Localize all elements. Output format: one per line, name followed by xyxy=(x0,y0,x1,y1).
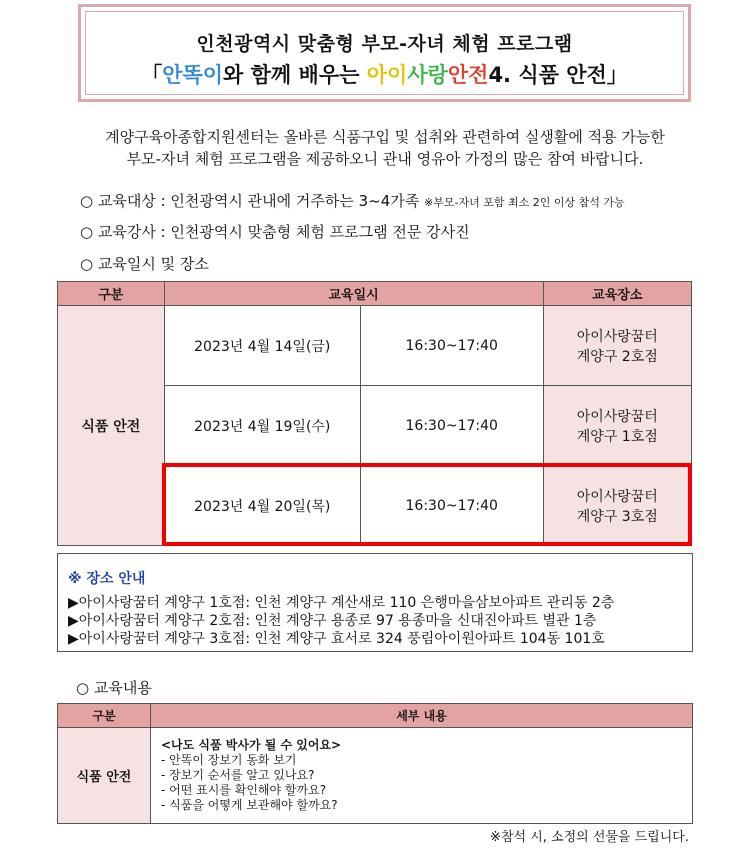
schedule-header-row xyxy=(58,282,692,306)
title-box xyxy=(78,4,691,102)
date-cell: 2023년 4월 14일(금) xyxy=(164,306,360,386)
content-table xyxy=(57,703,693,824)
time-cell: 16:30~17:40 xyxy=(360,306,543,386)
header-category: 구분 xyxy=(58,282,165,306)
bullet-instructor: ○ 교육강사 : 인천광역시 맞춤형 체험 프로그램 전문 강사진 xyxy=(80,223,470,241)
title-line-1: 인천광역시 맞춤형 부모-자녀 체험 프로그램 xyxy=(196,33,573,55)
place-branch: 계양구 1호점 xyxy=(576,428,658,445)
place-branch: 계양구 3호점 xyxy=(576,508,658,525)
title-with: 와 함께 배우는 xyxy=(223,63,367,87)
date-cell: 2023년 4월 19일(수) xyxy=(164,386,360,466)
intro-line-2: 부모-자녀 체험 프로그램을 제공하오니 관내 영유아 가정의 많은 참여 바랍니다. xyxy=(126,150,644,168)
highlight-box xyxy=(162,463,692,546)
content-header-detail: 세부 내용 xyxy=(151,704,693,728)
content-header-category: 구분 xyxy=(58,704,151,728)
place-cell xyxy=(543,386,691,466)
category-cell: 식품 안전 xyxy=(58,306,165,546)
bullet-content: ○ 교육내용 xyxy=(76,679,152,697)
place-cell xyxy=(543,306,691,386)
bullet-schedule: ○ 교육일시 및 장소 xyxy=(80,255,209,273)
content-category-cell: 식품 안전 xyxy=(58,728,151,824)
content-header-row xyxy=(58,704,693,728)
bullet-target-text: ○ 교육대상 : 인천광역시 관내에 거주하는 3~4가족 xyxy=(80,192,420,210)
table-row xyxy=(58,306,692,386)
date-cell: 2023년 4월 20일(목) xyxy=(164,466,360,546)
title-food-safety: 4. 식품 안전」 xyxy=(488,63,628,87)
header-datetime: 교육일시 xyxy=(164,282,543,306)
place-name: 아이사랑꿈터 xyxy=(576,408,658,425)
bullet-target-note: ※부모-자녀 포함 최소 2인 이상 참석 가능 xyxy=(424,196,625,209)
place-name: 아이사랑꿈터 xyxy=(576,488,658,505)
content-item: - 장보기 순서를 알고 있나요? xyxy=(161,768,315,782)
footnote: ※참석 시, 소정의 선물을 드립니다. xyxy=(490,830,689,845)
place-name: 아이사랑꿈터 xyxy=(576,328,658,345)
content-item: - 어떤 표시를 확인해야 할까요? xyxy=(161,783,327,797)
intro-line-1: 계양구육아종합지원센터는 올바른 식품구입 및 섭취와 관련하여 실생활에 적용 가능한 xyxy=(105,128,665,146)
content-detail-cell xyxy=(151,728,693,824)
content-item: - 안똑이 장보기 동화 보기 xyxy=(161,753,297,767)
title-bracket: 「 xyxy=(141,63,163,87)
title-sarang: 사랑 xyxy=(407,63,448,87)
place-guide-line: ▶아이사랑꿈터 계양구 2호점: 인천 계양구 용종로 97 용종마을 신대진아파트 별관 1층 xyxy=(68,613,597,629)
title-line-2 xyxy=(81,59,688,89)
place-branch: 계양구 2호점 xyxy=(576,348,658,365)
title-anjeon: 안전 xyxy=(447,63,489,87)
content-item: - 식품을 어떻게 보관해야 할까요? xyxy=(161,798,338,812)
header-place: 교육장소 xyxy=(543,282,691,306)
place-guide-line: ▶아이사랑꿈터 계양구 3호점: 인천 계양구 효서로 324 풍림아이원아파트 104동 101호 xyxy=(68,631,605,647)
place-guide-title: ※ 장소 안내 xyxy=(68,571,146,587)
bullet-target xyxy=(80,190,625,211)
title-andokki: 안똑이 xyxy=(162,63,224,87)
place-guide-box xyxy=(57,553,693,652)
content-heading: <나도 식품 박사가 될 수 있어요> xyxy=(161,738,342,752)
time-cell: 16:30~17:40 xyxy=(360,386,543,466)
title-ai: 아이 xyxy=(366,63,408,87)
content-row xyxy=(58,728,693,824)
time-cell: 16:30~17:40 xyxy=(360,466,543,546)
place-guide-line: ▶아이사랑꿈터 계양구 1호점: 인천 계양구 계산새로 110 은행마을삼보아파트 관리동 2층 xyxy=(68,595,615,611)
